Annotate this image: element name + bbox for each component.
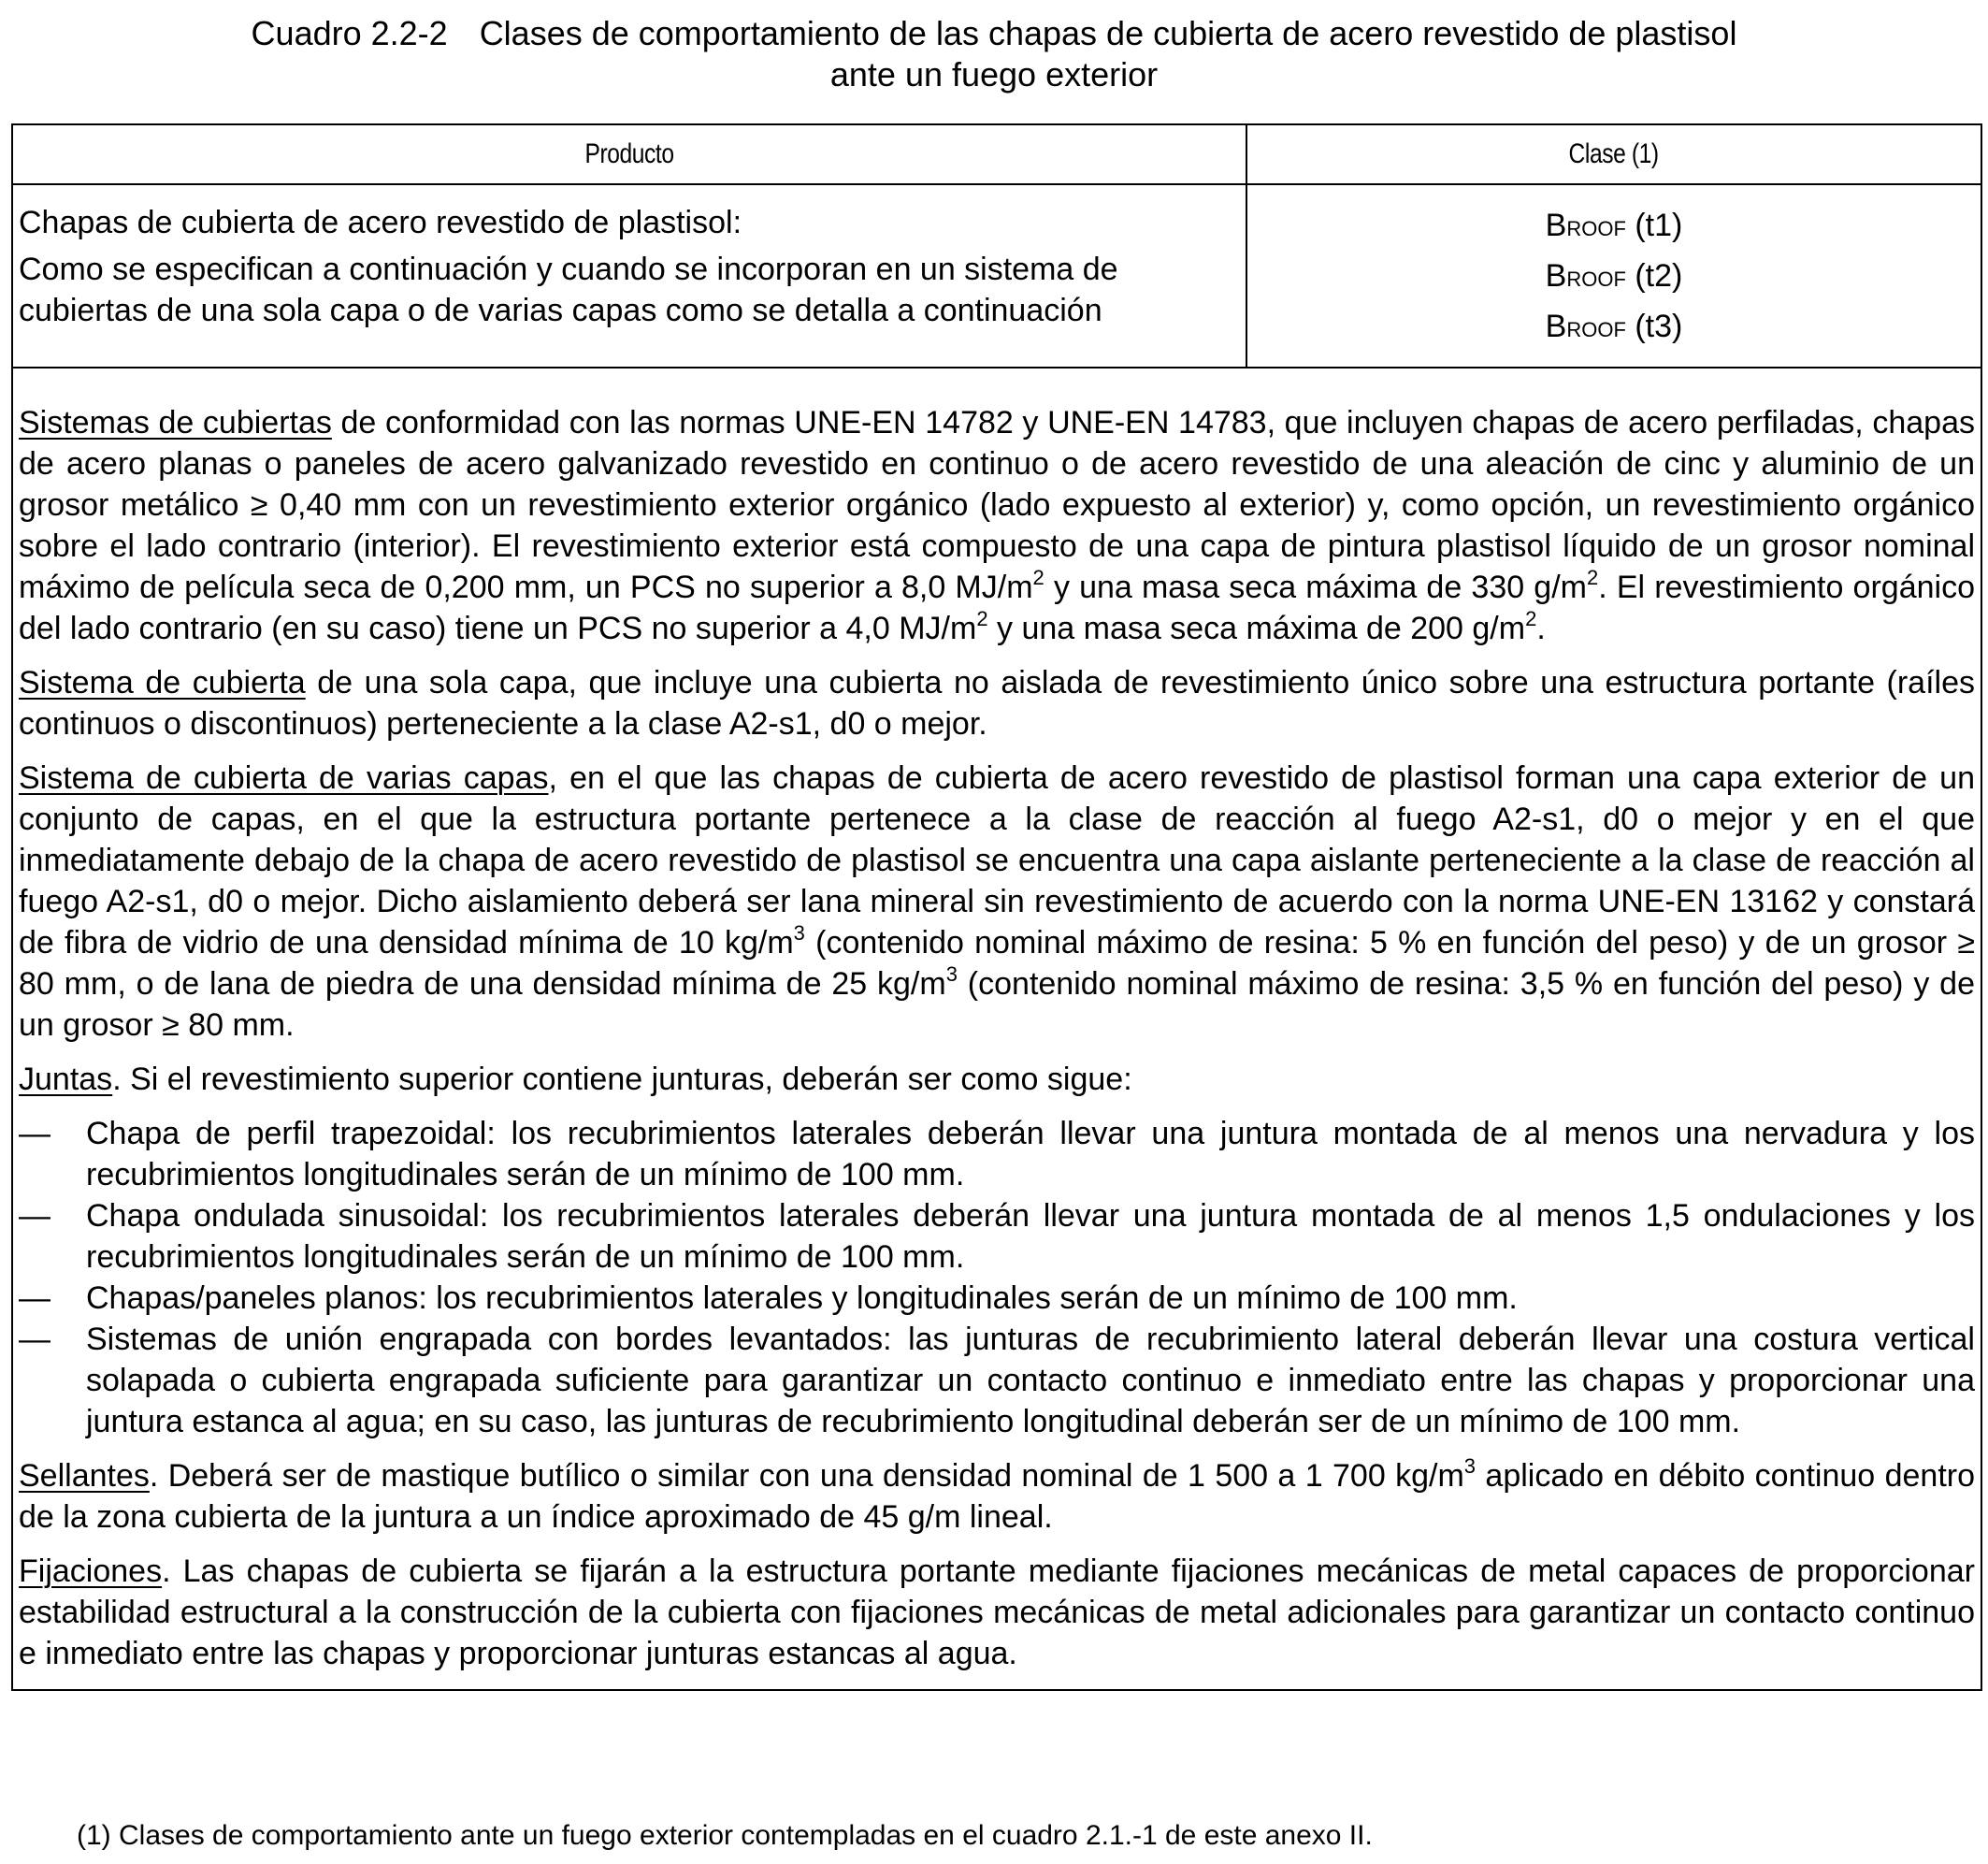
product-cell xyxy=(12,184,1246,368)
class-cell xyxy=(1246,184,1981,368)
paragraph-sistemas: Sistemas de cubiertas de conformidad con las normas UNE-EN 14782 y UNE-EN 14783, que incluyen chapas de acero perfiladas, chapas de acero planas o paneles de acero galvanizado revestido en continuo o de acero revestido de una aleación de cinc y aluminio de un grosor metálico ≥ 0,40 mm con un revestimiento exterior orgánico (lado expuesto al exterior) y, como opción, un revestimiento orgánico sobre el lado contrario (interior). El revestimiento exterior está compuesto de una capa de pintura plastisol líquido de un grosor nominal máximo de película seca de 0,200 mm, un PCS no superior a 8,0 $MJ/m^2$ y una masa seca máxima de 330 $g/m^2$. El revestimiento orgánico del lado contrario (en su caso) tiene un PCS no superior a 4,0 $MJ/m^2$ y una masa seca máxima de 200 $g/m^2$. xyxy=(19,405,1975,646)
header-clase: Clase (1) xyxy=(1246,124,1981,184)
product-name: Chapas de cubierta de acero revestido de plastisol: xyxy=(19,205,742,240)
juntas-list xyxy=(19,1113,1975,1442)
class-t3: BROOF (t3) xyxy=(1545,309,1683,344)
conditions-cell xyxy=(12,368,1981,1690)
product-description: Como se especifican a continuación y cuando se incorporan en un sistema de cubiertas de una sola capa o de varias capas como se detalla a continuación xyxy=(19,252,1118,328)
header-producto: Producto xyxy=(12,124,1246,184)
product-row xyxy=(12,184,1981,368)
footnote: (1) Clases de comportamiento ante un fuego exterior contempladas en el cuadro 2.1.-1 de este anexo II. xyxy=(77,1820,1373,1851)
list-item: — Sistemas de unión engrapada con bordes levantados: las junturas de recubrimiento lateral deberán llevar una costura vertical solapada o cubierta engrapada suficiente para garantizar un contacto continuo e inmediato entre las chapas y proporcionar una juntura estanca al agua; en su caso, las junturas de recubrimiento longitudinal deberán ser de un mínimo de 100 mm. xyxy=(19,1322,1975,1439)
paragraph-juntas: Juntas. Si el revestimiento superior contiene junturas, deberán ser como sigue: xyxy=(19,1062,1132,1097)
list-item: — Chapas/paneles planos: los recubrimientos laterales y longitudinales serán de un mínimo de 100 mm. xyxy=(19,1280,1518,1316)
paragraph-una-capa: Sistema de cubierta de una sola capa, que incluye una cubierta no aislada de revestimiento único sobre una estructura portante (raíles continuos o discontinuos) perteneciente a la clase A2-s1, d0 o mejor. xyxy=(19,665,1975,742)
paragraph-fijaciones: Fijaciones. Las chapas de cubierta se fijarán a la estructura portante mediante fijaciones mecánicas de metal capaces de proporcionar estabilidad estructural a la construcción de la cubierta con fijaciones mecánicas de metal adicionales para garantizar un contacto continuo e inmediato entre las chapas y proporcionar junturas estancas al agua. xyxy=(19,1553,1975,1671)
paragraph-sellantes: Sellantes. Deberá ser de mastique butílico o similar con una densidad nominal de 1 500 a 1 700 $kg/m^3$ aplicado en débito continuo dentro de la zona cubierta de la juntura a un índice aproximado de 45 g/m lineal. xyxy=(19,1454,1975,1535)
list-item: — Chapa ondulada sinusoidal: los recubrimientos laterales deberán llevar una juntura montada de al menos 1,5 ondulaciones y los recubrimientos longitudinales serán de un mínimo de 100 mm. xyxy=(19,1198,1975,1275)
caption-number: Cuadro 2.2-2 xyxy=(251,14,448,52)
caption-line-1 xyxy=(0,13,1988,54)
classes-table xyxy=(11,123,1982,1691)
caption-text-1: Clases de comportamiento de las chapas de cubierta de acero revestido de plastisol xyxy=(479,14,1737,52)
caption-line-2: ante un fuego exterior xyxy=(829,55,1159,94)
class-t1: BROOF (t1) xyxy=(1545,208,1683,243)
list-item: — Chapa de perfil trapezoidal: los recubrimientos laterales deberán llevar una juntura montada de al menos una nervadura y los recubrimientos longitudinales serán de un mínimo de 100 mm. xyxy=(19,1116,1975,1192)
paragraph-varias-capas: Sistema de cubierta de varias capas, en el que las chapas de cubierta de acero revestido de plastisol forman una capa exterior de un conjunto de capas, en el que la estructura portante pertenece a la clase de reacción al fuego A2-s1, d0 o mejor y en el que inmediatamente debajo de la chapa de acero revestido de plastisol se encuentra una capa aislante perteneciente a la clase de reacción al fuego A2-s1, d0 o mejor. Dicho aislamiento deberá ser lana mineral sin revestimiento de acuerdo con la norma UNE-EN 13162 y constará de fibra de vidrio de una densidad mínima de 10 $kg/m^3$ (contenido nominal máximo de resina: 5 % en función del peso) y de un grosor ≥ 80 mm, o de lana de piedra de una densidad mínima de 25 $kg/m^3$ (contenido nominal máximo de resina: 3,5 % en función del peso) y de un grosor ≥ 80 mm. xyxy=(19,760,1975,1043)
table-caption xyxy=(0,13,1988,95)
header-row xyxy=(12,124,1981,184)
conditions-row xyxy=(12,368,1981,1690)
class-t2: BROOF (t2) xyxy=(1545,258,1683,294)
